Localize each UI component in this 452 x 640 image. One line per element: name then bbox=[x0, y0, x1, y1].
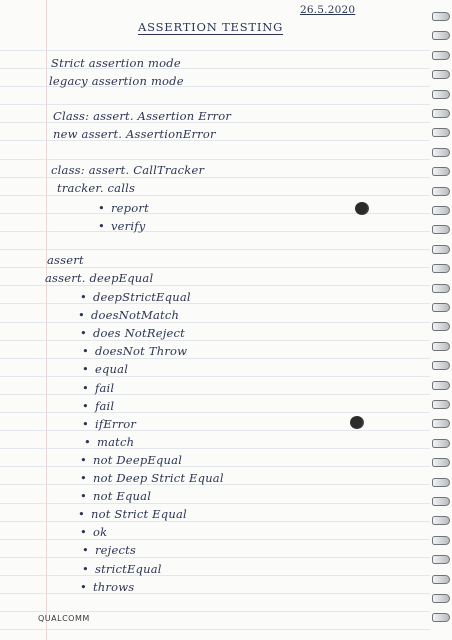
spiral-coil bbox=[432, 458, 450, 467]
ruled-line bbox=[0, 611, 430, 612]
assert-method-item: • does NotReject bbox=[80, 326, 185, 340]
assert-method-item: • deepStrictEqual bbox=[80, 290, 191, 304]
assert-method-item: • fail bbox=[82, 399, 114, 413]
ink-hole-mark bbox=[355, 202, 369, 215]
spiral-coil bbox=[432, 90, 450, 99]
assertion-error-class: Class: assert. Assertion Error bbox=[53, 109, 232, 123]
spiral-binding bbox=[430, 0, 452, 640]
assert-method-item: • match bbox=[84, 435, 134, 449]
ruled-line bbox=[0, 249, 430, 250]
assert-method-item: • not Strict Equal bbox=[78, 507, 187, 521]
spiral-coil bbox=[432, 361, 450, 370]
spiral-coil bbox=[432, 497, 450, 506]
spiral-coil bbox=[432, 516, 450, 525]
spiral-coil bbox=[432, 439, 450, 448]
mode-line: Strict assertion mode bbox=[51, 56, 181, 70]
tracker-item: • report bbox=[98, 201, 149, 215]
spiral-coil bbox=[432, 284, 450, 293]
assert-method-item: • doesNot Throw bbox=[82, 344, 187, 358]
assert-heading: assert bbox=[47, 253, 84, 267]
spiral-coil bbox=[432, 109, 450, 118]
ruled-line bbox=[0, 104, 430, 105]
tracker-calls: tracker. calls bbox=[57, 181, 136, 195]
ruled-line bbox=[0, 503, 430, 504]
spiral-coil bbox=[432, 225, 450, 234]
assert-method-item: • ok bbox=[80, 525, 107, 539]
spiral-coil bbox=[432, 148, 450, 157]
assert-method-item: • fail bbox=[82, 381, 114, 395]
spiral-coil bbox=[432, 31, 450, 40]
spiral-coil bbox=[432, 536, 450, 545]
brand-mark: QUALCOMM bbox=[38, 614, 90, 623]
ruled-line bbox=[0, 575, 430, 576]
spiral-coil bbox=[432, 555, 450, 564]
assert-method-item: • ifError bbox=[82, 417, 136, 431]
spiral-coil bbox=[432, 187, 450, 196]
ruled-line bbox=[0, 593, 430, 594]
spiral-coil bbox=[432, 575, 450, 584]
ink-hole-mark bbox=[350, 416, 364, 429]
spiral-coil bbox=[432, 613, 450, 622]
ruled-line bbox=[0, 430, 430, 431]
assert-method-item: • equal bbox=[82, 362, 128, 376]
margin-line bbox=[46, 0, 47, 640]
spiral-coil bbox=[432, 51, 450, 60]
assert-method-item: • throws bbox=[80, 580, 134, 594]
ruled-line bbox=[0, 521, 430, 522]
spiral-coil bbox=[432, 400, 450, 409]
ruled-line bbox=[0, 50, 430, 51]
assert-method-item: • doesNotMatch bbox=[78, 308, 179, 322]
assert-method-item: • not Equal bbox=[80, 489, 151, 503]
ruled-line bbox=[0, 394, 430, 395]
spiral-coil bbox=[432, 128, 450, 137]
ruled-line bbox=[0, 340, 430, 341]
spiral-coil bbox=[432, 342, 450, 351]
spiral-coil bbox=[432, 419, 450, 428]
ruled-line bbox=[0, 159, 430, 160]
spiral-coil bbox=[432, 381, 450, 390]
page-date: 26.5.2020 bbox=[300, 4, 356, 16]
calltracker-class: class: assert. CallTracker bbox=[51, 163, 205, 177]
ruled-line bbox=[0, 358, 430, 359]
assert-first-method: assert. deepEqual bbox=[45, 271, 154, 285]
ruled-line bbox=[0, 303, 430, 304]
ruled-line bbox=[0, 629, 430, 630]
page-title: ASSERTION TESTING bbox=[138, 20, 284, 34]
spiral-coil bbox=[432, 206, 450, 215]
spiral-coil bbox=[432, 12, 450, 21]
ruled-line bbox=[0, 448, 430, 449]
spiral-coil bbox=[432, 245, 450, 254]
ruled-line bbox=[0, 285, 430, 286]
ruled-line bbox=[0, 557, 430, 558]
ruled-line bbox=[0, 177, 430, 178]
assert-method-item: • rejects bbox=[82, 543, 136, 557]
ruled-line bbox=[0, 195, 430, 196]
ruled-line bbox=[0, 412, 430, 413]
ruled-line bbox=[0, 267, 430, 268]
assert-method-item: • not Deep Strict Equal bbox=[80, 471, 224, 485]
spiral-coil bbox=[432, 594, 450, 603]
spiral-coil bbox=[432, 264, 450, 273]
spiral-coil bbox=[432, 70, 450, 79]
assert-method-item: • not DeepEqual bbox=[80, 453, 182, 467]
tracker-item: • verify bbox=[98, 219, 145, 233]
ruled-line bbox=[0, 539, 430, 540]
mode-line: legacy assertion mode bbox=[49, 74, 184, 88]
ruled-line bbox=[0, 376, 430, 377]
assert-method-item: • strictEqual bbox=[82, 562, 162, 576]
ruled-line bbox=[0, 322, 430, 323]
spiral-coil bbox=[432, 478, 450, 487]
ruled-line bbox=[0, 231, 430, 232]
spiral-coil bbox=[432, 303, 450, 312]
spiral-coil bbox=[432, 167, 450, 176]
assertion-error-new: new assert. AssertionError bbox=[53, 127, 216, 141]
ruled-line bbox=[0, 466, 430, 467]
spiral-coil bbox=[432, 322, 450, 331]
